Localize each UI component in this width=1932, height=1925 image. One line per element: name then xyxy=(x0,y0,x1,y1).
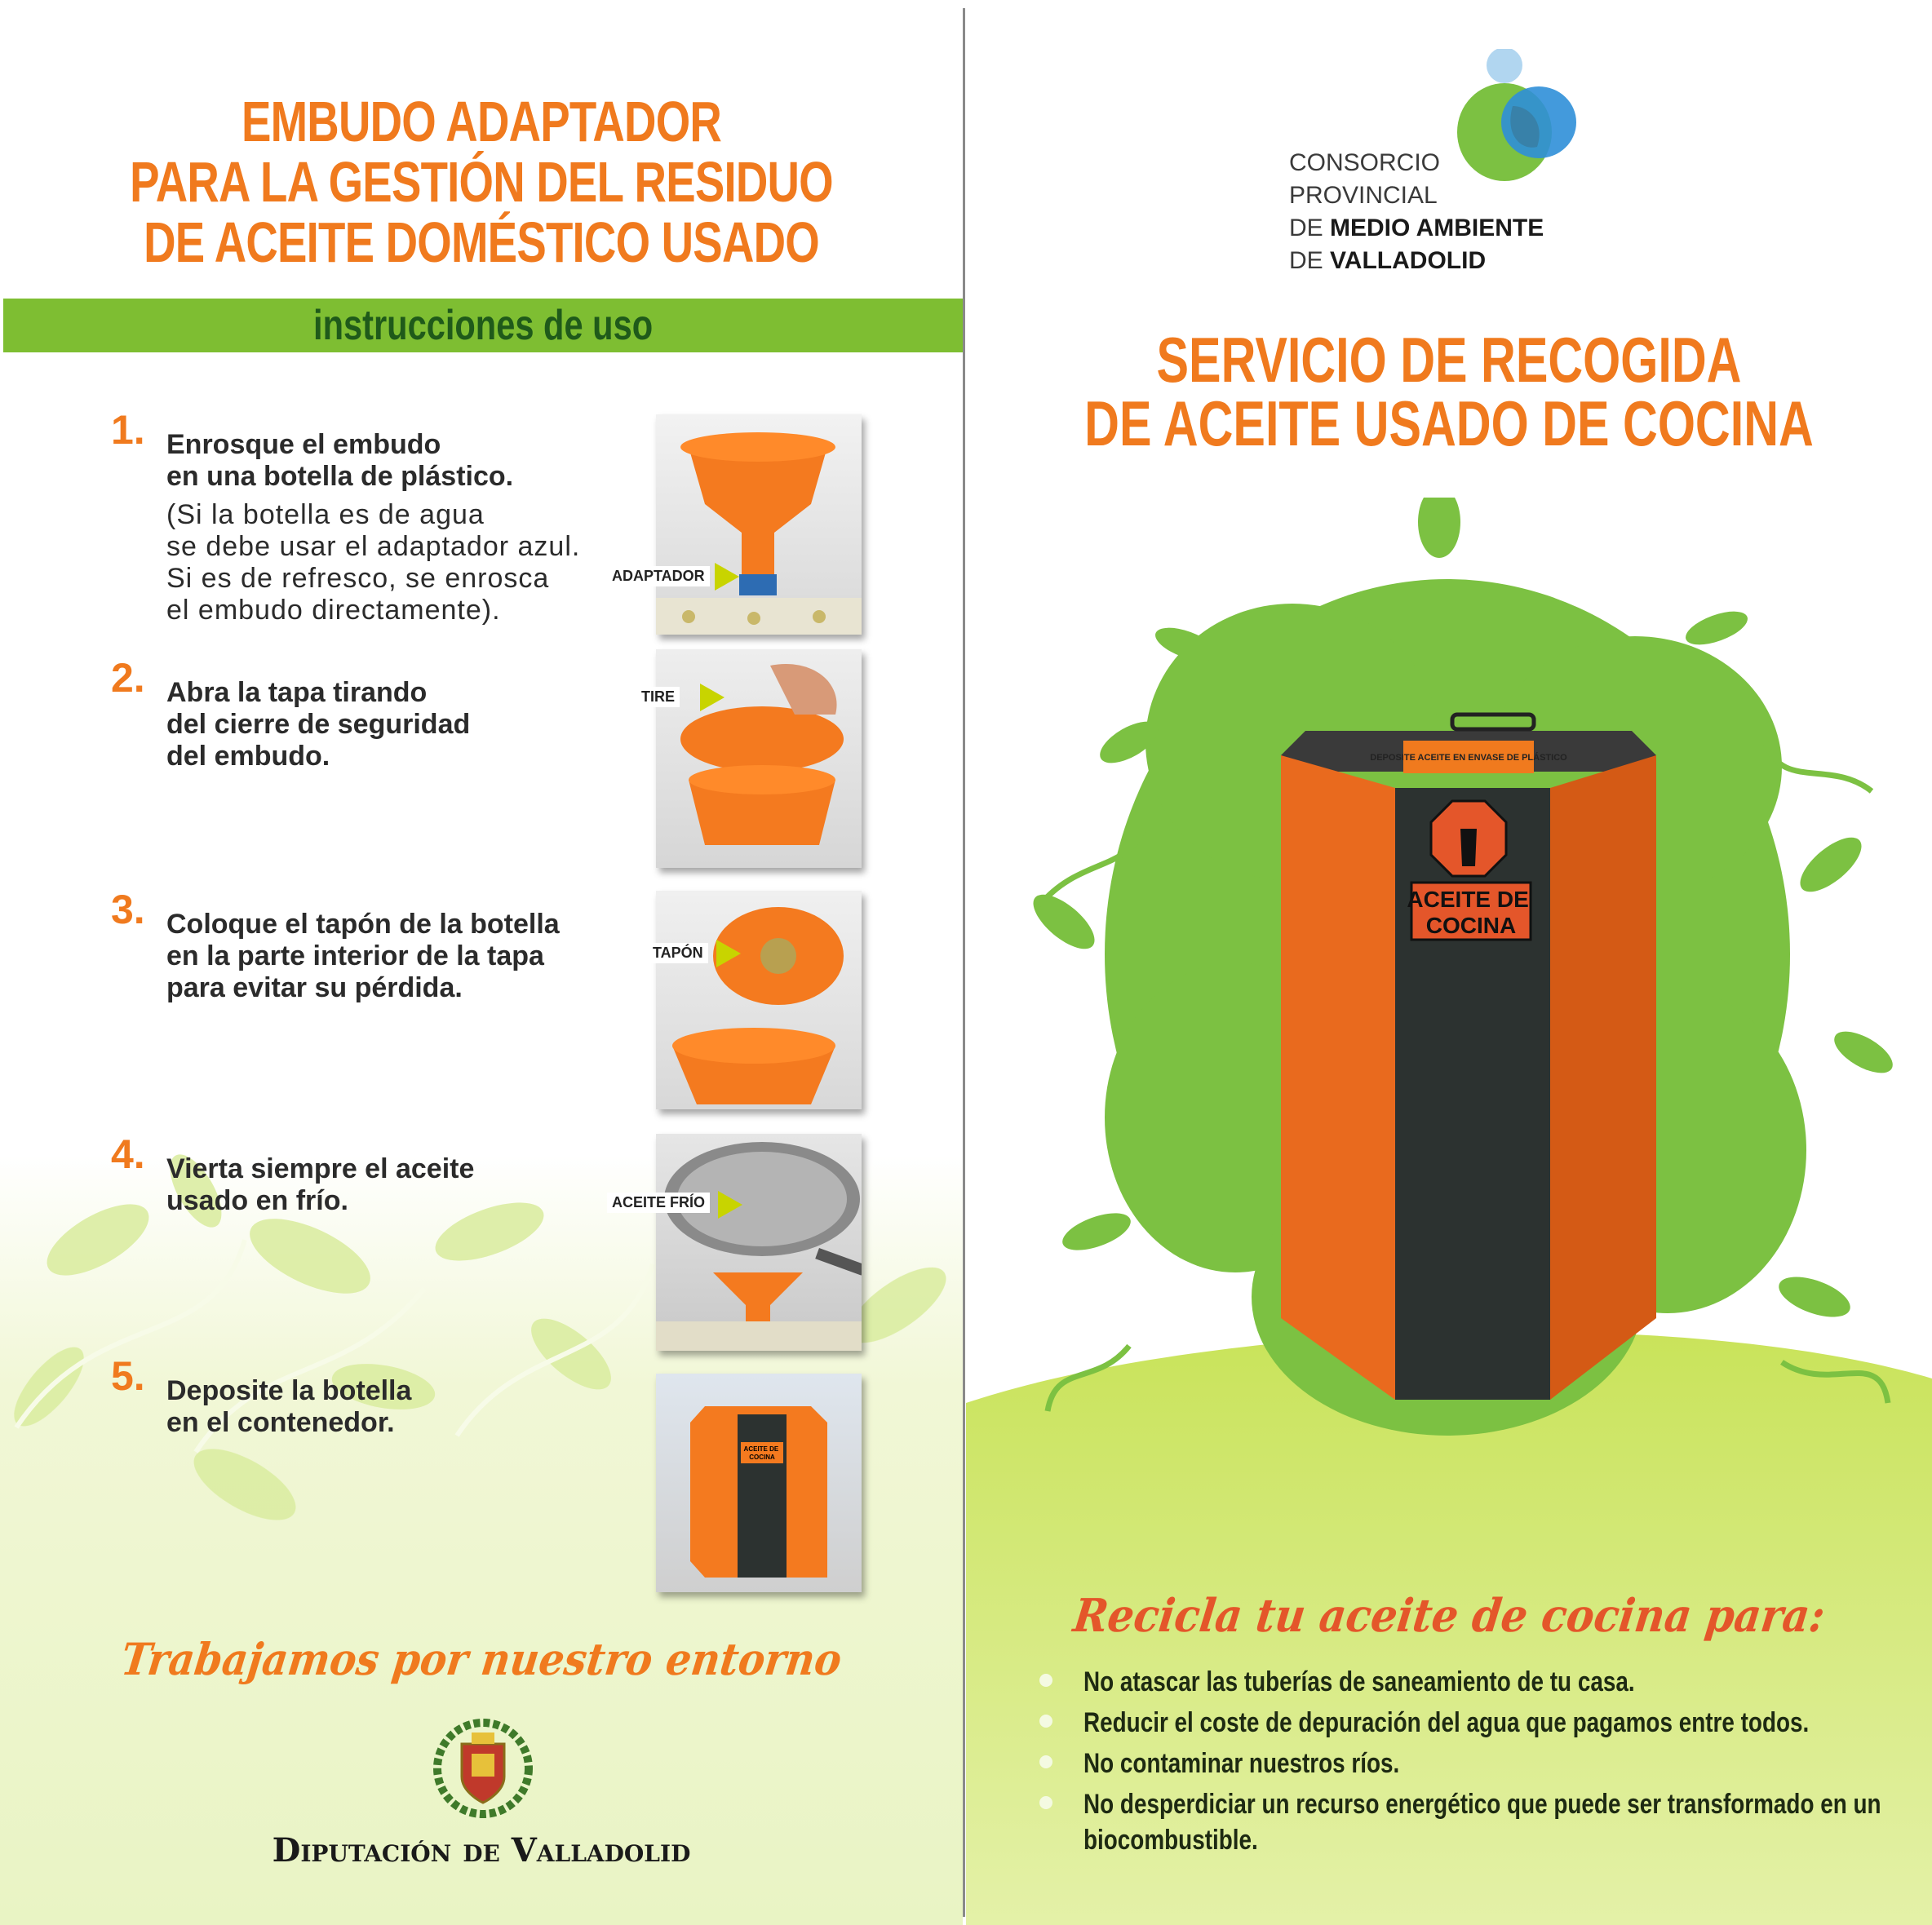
oil-container-image xyxy=(1256,698,1681,1416)
step-number: 5. xyxy=(111,1353,145,1399)
coat-of-arms-logo xyxy=(426,1711,540,1825)
funnel-image xyxy=(656,414,862,635)
photo-label: ADAPTADOR xyxy=(607,566,710,586)
step-number: 1. xyxy=(111,407,145,453)
instructions-band xyxy=(3,299,963,352)
step-4-photo xyxy=(656,1134,862,1351)
step-number: 4. xyxy=(111,1131,145,1177)
pointer-arrow-icon xyxy=(700,684,724,711)
band-label: instrucciones de uso xyxy=(312,302,654,349)
step-text: Coloque el tapón de la botella en la parte interior de la tapa para evitar su pérdida. xyxy=(166,909,560,1003)
pointer-arrow-icon xyxy=(718,1191,742,1219)
list-item: No atascar las tuberías de saneamiento de tu casa. xyxy=(1039,1664,1904,1700)
step-number: 2. xyxy=(111,655,145,701)
container-sign-small: ACEITE DE COCINA xyxy=(743,1445,779,1461)
footer-organization: Diputación de Valladolid xyxy=(272,1831,691,1870)
left-panel xyxy=(0,0,963,1925)
step-1-photo xyxy=(656,414,862,635)
cap-in-lid-image xyxy=(656,891,862,1109)
container-photo-image xyxy=(656,1374,862,1592)
step-text: Enrosque el embudo en una botella de plástico. xyxy=(166,429,514,492)
fold-line xyxy=(963,8,965,1917)
consorcio-logo-text: CONSORCIO PROVINCIAL DE MEDIO AMBIENTE DE VALLADOLID xyxy=(1289,149,1544,274)
left-title: EMBUDO ADAPTADOR PARA LA GESTIÓN DEL RESIDUO DE ACEITE DOMÉSTICO USADO xyxy=(130,90,833,274)
container-top-label: DEPOSITE ACEITE EN ENVASE DE PLÁSTICO xyxy=(1370,753,1567,763)
recicla-heading: Recicla tu aceite de cocina para: xyxy=(1070,1589,1828,1643)
step-note: (Si la botella es de agua se debe usar el adaptador azul. Si es de refresco, se enrosca el embudo directamente). xyxy=(166,499,581,626)
benefits-list xyxy=(1039,1664,1904,1863)
pointer-arrow-icon xyxy=(716,940,741,967)
right-title: SERVICIO DE RECOGIDA DE ACEITE USADO DE COCINA xyxy=(1084,324,1814,459)
photo-label: TAPÓN xyxy=(648,943,708,963)
pointer-arrow-icon xyxy=(715,563,739,591)
funnel-lid-image xyxy=(656,649,862,868)
step-5-photo xyxy=(656,1374,862,1592)
pan-pouring-image xyxy=(656,1134,862,1351)
list-item: Reducir el coste de depuración del agua que pagamos entre todos. xyxy=(1039,1705,1904,1741)
step-number: 3. xyxy=(111,887,145,932)
list-item: No contaminar nuestros ríos. xyxy=(1039,1746,1904,1781)
step-3-photo xyxy=(656,891,862,1109)
step-text: Abra la tapa tirando del cierre de seguridad del embudo. xyxy=(166,677,471,772)
photo-label: TIRE xyxy=(636,687,680,707)
photo-label: ACEITE FRÍO xyxy=(607,1193,710,1213)
step-text: Vierta siempre el aceite usado en frío. xyxy=(166,1153,475,1216)
container-sign: ACEITE DE COCINA xyxy=(1407,887,1529,938)
step-2-photo xyxy=(656,649,862,868)
step-text: Deposite la botella en el contenedor. xyxy=(166,1375,412,1438)
right-panel xyxy=(966,0,1932,1925)
slogan: Trabajamos por nuestro entorno xyxy=(117,1633,845,1685)
list-item: No desperdiciar un recurso energético que puede ser transformado en un biocombustible. xyxy=(1039,1786,1904,1858)
